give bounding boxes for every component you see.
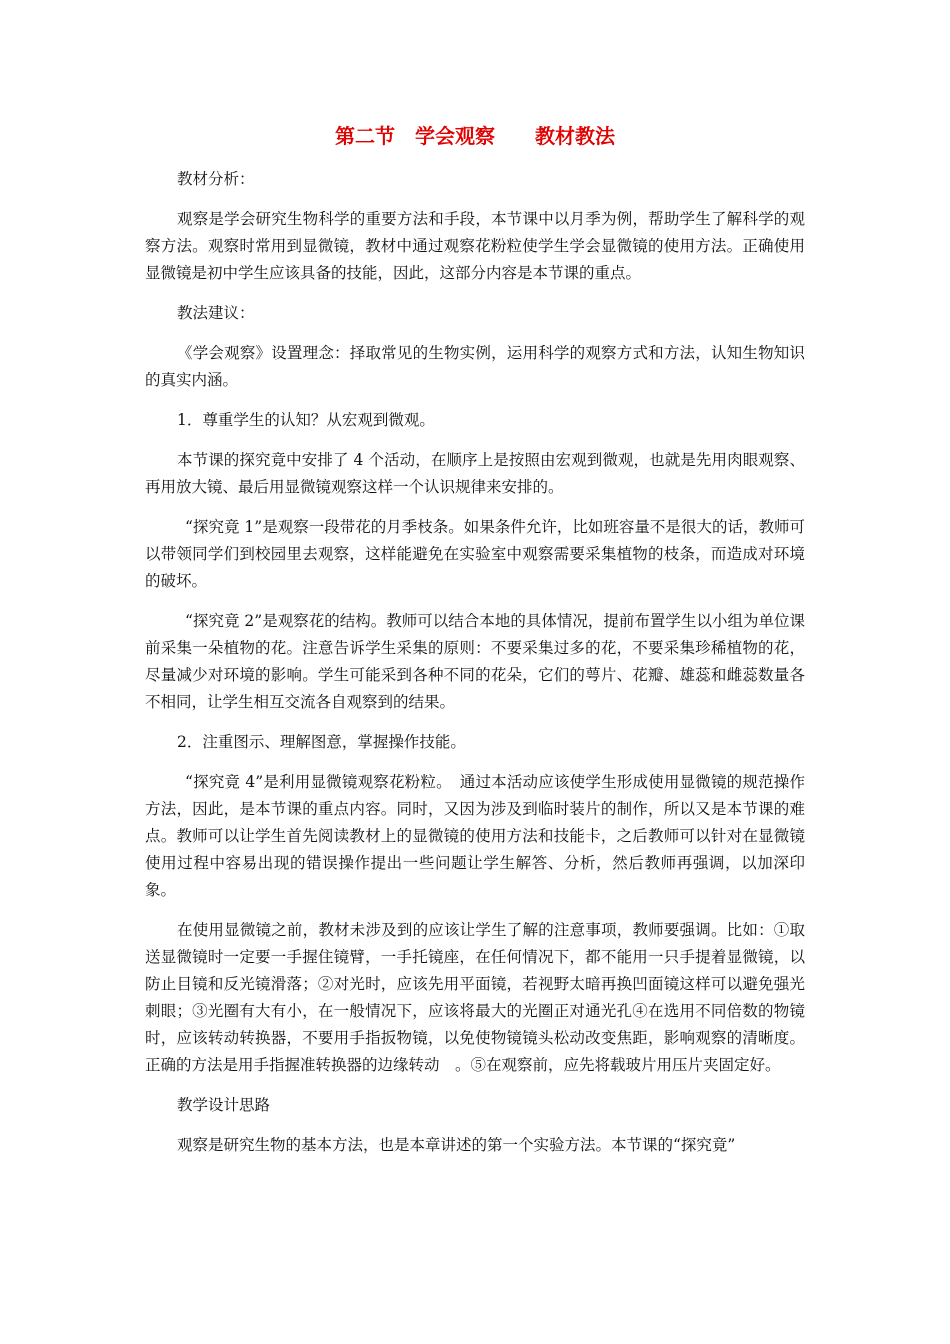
document-body: [145, 166, 805, 1172]
design-paragraph: 观察是研究生物的基本方法，也是本章讲述的第一个实验方法。本节课的“探究竟”: [177, 1136, 736, 1154]
item1-heading: 1．尊重学生的认知？从宏观到微观。: [177, 411, 435, 429]
suggestion-heading: 教法建议：: [177, 304, 255, 322]
design-heading: 教学设计思路: [177, 1096, 271, 1114]
item2-paragraph-precautions: 在使用显微镜之前，教材未涉及到的应该让学生了解的注意事项，教师要强调。比如：①取送显微镜时一定要一手握住镜臂，一手托镜座，在任何情况下，都不能用一只手提着显微镜，以防止目镜和反光镜滑落；②对光时，应该先用平面镜，若视野太暗再换凹面镜这样可以避免强光刺眼；③光圈有大有小，在一般情况下，应该将最大的光圈正对通光孔④在选用不同倍数的物镜时，应该转动转换器，不要用手指扳物镜，以免使物镜镜头松动改变焦距，影响观察的清晰度。正确的方法是用手指握准转换器的边缘转动 。⑤在观察前，应先将载玻片用压片夹固定好。: [145, 921, 805, 1074]
document-title: 第二节 学会观察 教材教法: [335, 124, 615, 148]
analysis-heading: 教材分析：: [177, 170, 255, 188]
item1-paragraph-activities: 本节课的探究竟中安排了 4 个活动，在顺序上是按照由宏观到微观，也就是先用肉眼观察、再用放大镜、最后用显微镜观察这样一个认识规律来安排的。: [145, 451, 805, 496]
item1-paragraph-explore1: “探究竟 1”是观察一段带花的月季枝条。如果条件允许，比如班容量不是很大的话，教师可以带领同学们到校园里去观察，这样能避免在实验室中观察需要采集植物的枝条，而造成对环境的破坏。: [145, 518, 805, 590]
item1-paragraph-explore2: “探究竟 2”是观察花的结构。教师可以结合本地的具体情况，提前布置学生以小组为单位课前采集一朵植物的花。注意告诉学生采集的原则：不要采集过多的花，不要采集珍稀植物的花，尽量减少对环境的影响。学生可能采到各种不同的花朵，它们的萼片、花瓣、雄蕊和雌蕊数量各不相同，让学生相互交流各自观察到的结果。: [145, 612, 805, 711]
item2-paragraph-explore4: “探究竟 4”是利用显微镜观察花粉粒。 通过本活动应该使学生形成使用显微镜的规范操作方法，因此，是本节课的重点内容。同时，又因为涉及到临时装片的制作，所以又是本节课的难点。教师可以让学生首先阅读教材上的显微镜的使用方法和技能卡，之后教师可以针对在显微镜使用过程中容易出现的错误操作提出一些问题让学生解答、分析，然后教师再强调，以加深印象。: [145, 773, 805, 899]
suggestion-paragraph: 《学会观察》设置理念：择取常见的生物实例，运用科学的观察方式和方法，认知生物知识的真实内涵。: [145, 344, 805, 389]
analysis-paragraph: 观察是学会研究生物科学的重要方法和手段，本节课中以月季为例，帮助学生了解科学的观察方法。观察时常用到显微镜，教材中通过观察花粉粒使学生学会显微镜的使用方法。正确使用显微镜是初中学生应该具备的技能，因此，这部分内容是本节课的重点。: [145, 210, 805, 282]
item2-heading: 2．注重图示、理解图意，掌握操作技能。: [177, 733, 466, 751]
